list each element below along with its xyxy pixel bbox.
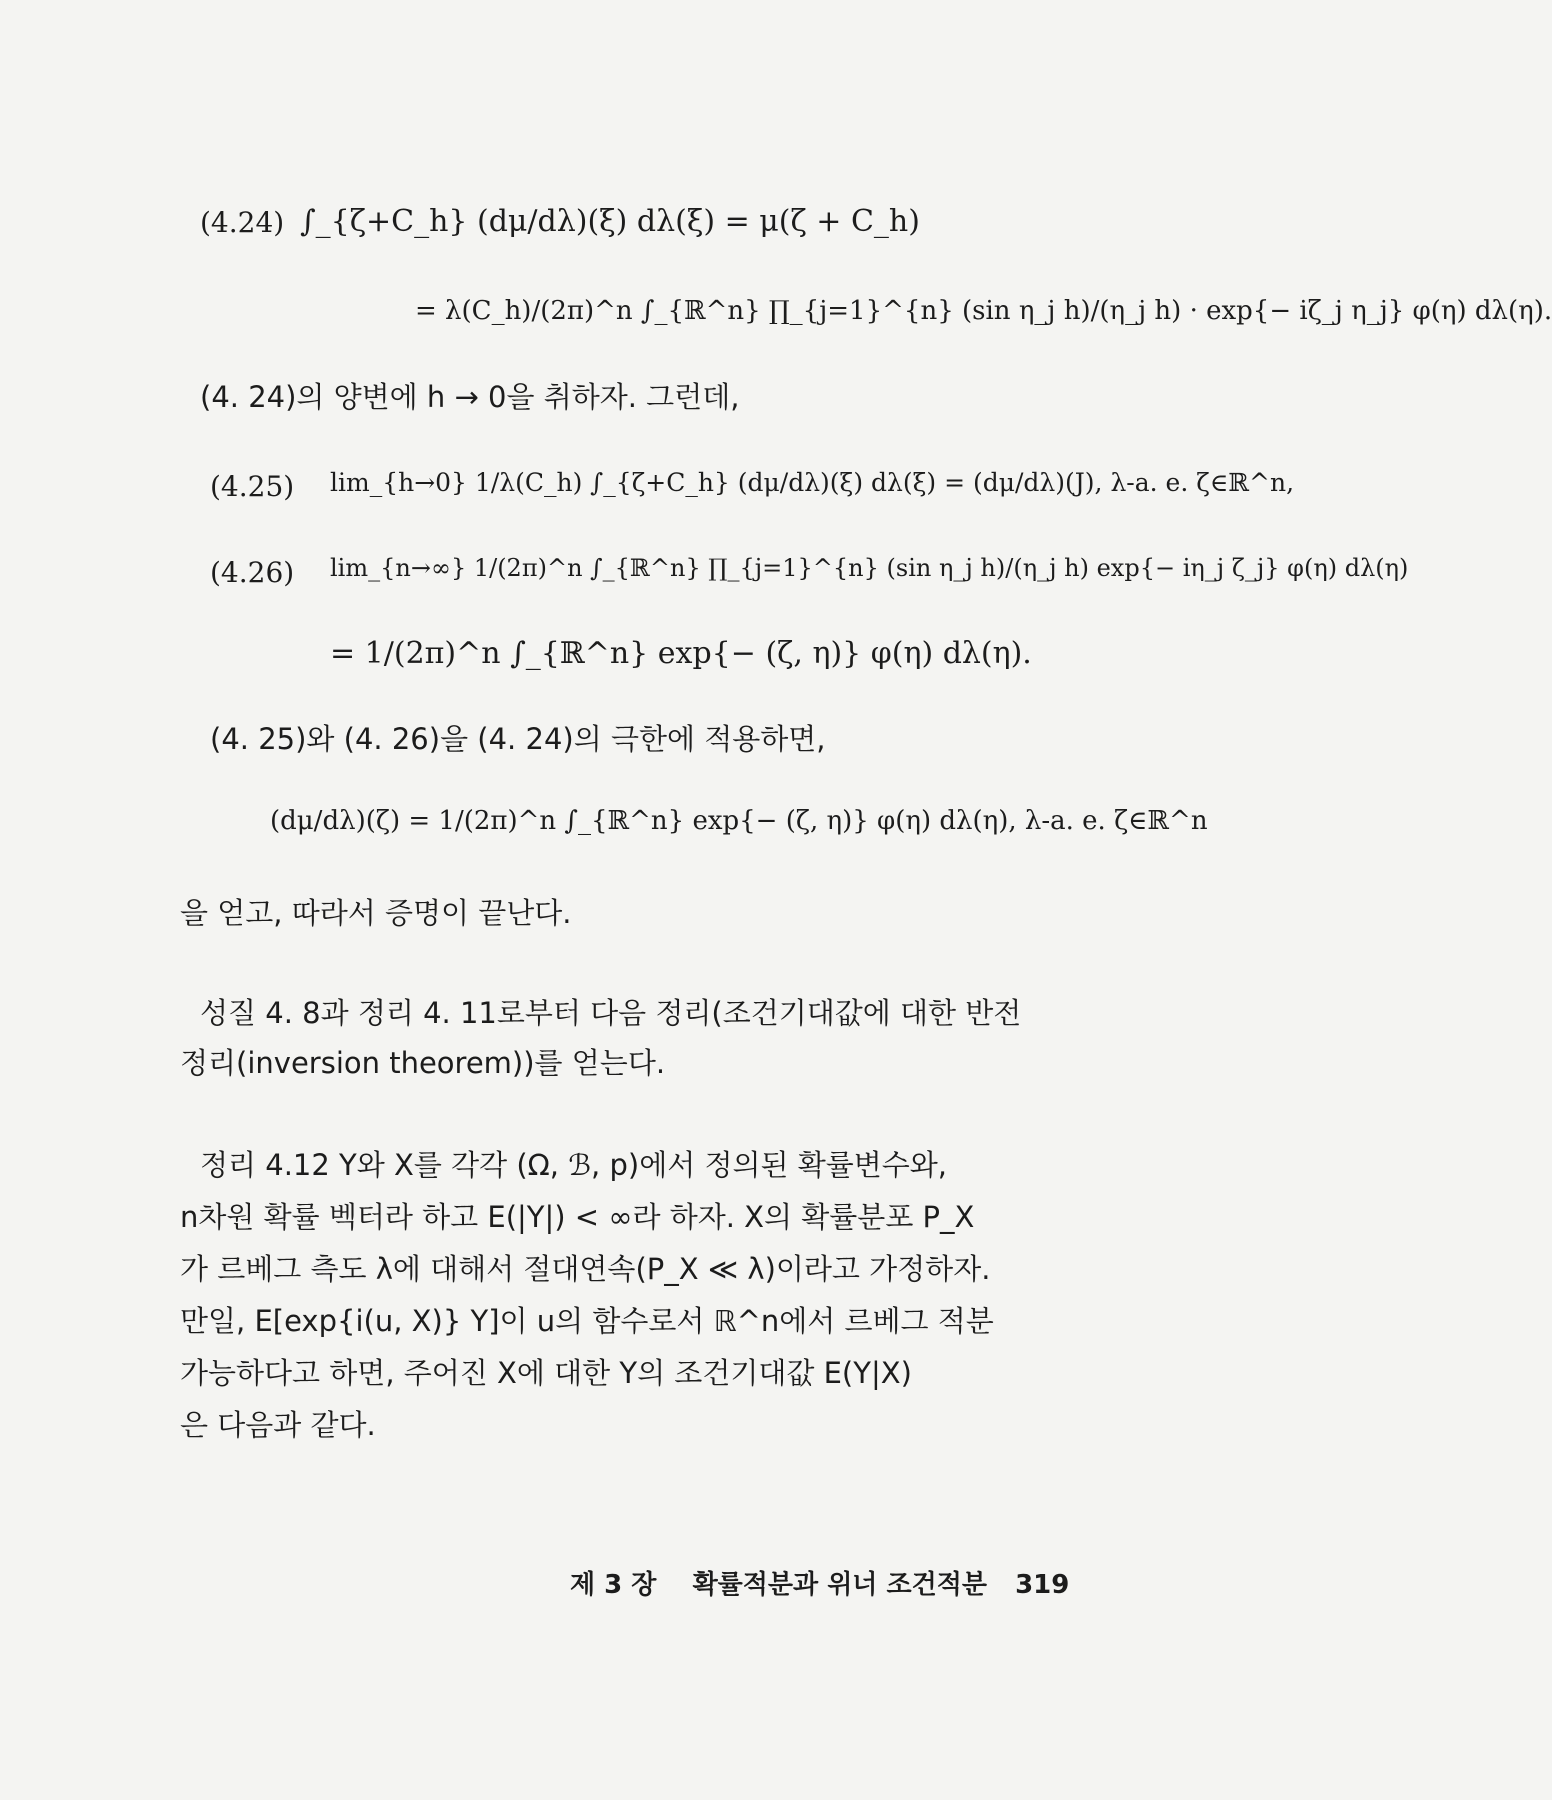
text-conclusion: 을 얻고, 따라서 증명이 끝난다. xyxy=(180,896,572,930)
paragraph-line-2: 정리(inversion theorem))를 얻는다. xyxy=(180,1046,666,1080)
theorem-line-1: 정리 4.12 Y와 X를 각각 (Ω, ℬ, p)에서 정의된 확률변수와, xyxy=(200,1148,947,1182)
equation-4-25: lim_{h→0} 1/λ(C_h) ∫_{ζ+C_h} (dμ/dλ)(ξ) dλ(ξ) = (dμ/dλ)(J), λ-a. e. ζ∈ℝ^n, xyxy=(330,468,1295,497)
theorem-line-3: 가 르베그 측도 λ에 대해서 절대연속(P_X ≪ λ)이라고 가정하자. xyxy=(180,1252,991,1286)
footer-chapter: 제 3 장 xyxy=(570,1570,657,1600)
equation-4-26-line1: lim_{n→∞} 1/(2π)^n ∫_{ℝ^n} ∏_{j=1}^{n} (sin η_j h)/(η_j h) exp{− iη_j ζ_j} φ(η) dλ(η) xyxy=(330,554,1409,582)
equation-result: (dμ/dλ)(ζ) = 1/(2π)^n ∫_{ℝ^n} exp{− (ζ, η)} φ(η) dλ(η), λ-a. e. ζ∈ℝ^n xyxy=(270,806,1208,836)
paragraph-line-1: 성질 4. 8과 정리 4. 11로부터 다음 정리(조건기대값에 대한 반전 xyxy=(200,996,1022,1030)
equation-label-4-26: (4.26) xyxy=(210,556,295,589)
theorem-line-6: 은 다음과 같다. xyxy=(180,1408,376,1442)
footer-title: 확률적분과 위너 조건적분 xyxy=(692,1570,987,1600)
page-number: 319 xyxy=(1015,1570,1070,1600)
text-after-4-24: (4. 24)의 양변에 h → 0을 취하자. 그런데, xyxy=(200,380,740,414)
theorem-line-5: 가능하다고 하면, 주어진 X에 대한 Y의 조건기대값 E(Y|X) xyxy=(180,1356,912,1390)
equation-4-24-line2: = λ(C_h)/(2π)^n ∫_{ℝ^n} ∏_{j=1}^{n} (sin η_j h)/(η_j h) · exp{− iζ_j η_j} φ(η) dλ(η). xyxy=(415,296,1552,326)
equation-4-26-line2: = 1/(2π)^n ∫_{ℝ^n} exp{− (ζ, η)} φ(η) dλ(η). xyxy=(330,636,1032,671)
equation-4-24-line1: ∫_{ζ+C_h} (dμ/dλ)(ξ) dλ(ξ) = μ(ζ + C_h) xyxy=(300,204,920,239)
text-after-4-26: (4. 25)와 (4. 26)을 (4. 24)의 극한에 적용하면, xyxy=(210,722,826,756)
theorem-line-2: n차원 확률 벡터라 하고 E(|Y|) < ∞라 하자. X의 확률분포 P_X xyxy=(180,1200,975,1234)
equation-label-4-25: (4.25) xyxy=(210,470,295,503)
running-footer xyxy=(570,1564,1069,1601)
equation-label-4-24: (4.24) xyxy=(200,206,285,239)
theorem-line-4: 만일, E[exp{i(u, X)} Y]이 u의 함수로서 ℝ^n에서 르베그 적분 xyxy=(180,1304,994,1338)
